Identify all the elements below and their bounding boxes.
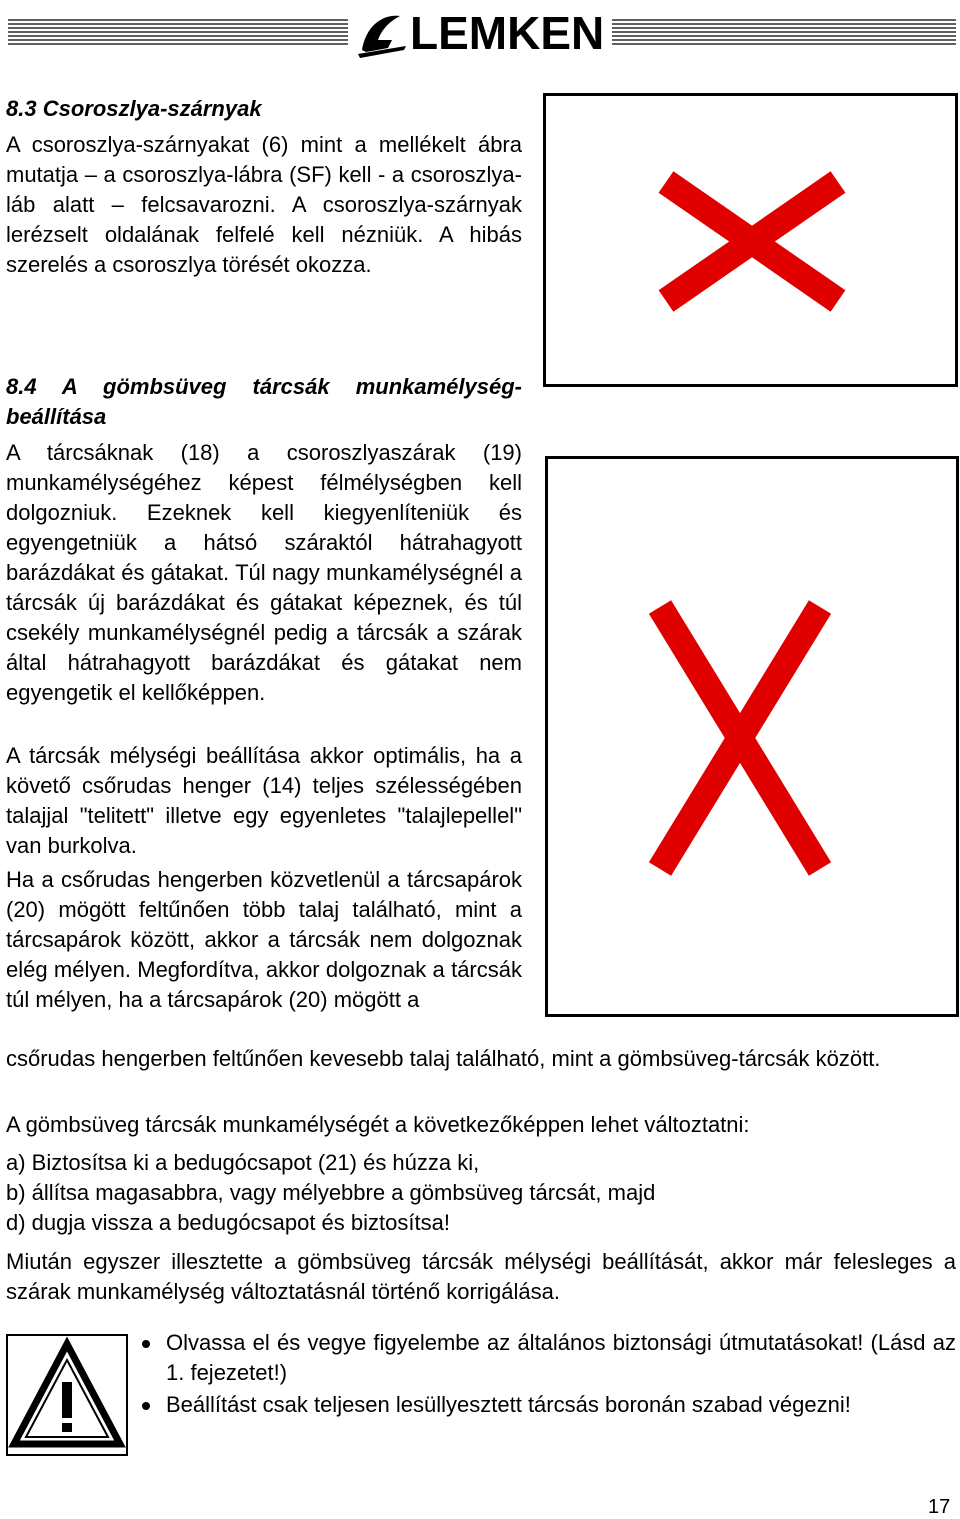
- warning-box: [6, 1334, 128, 1456]
- section-8-4-para3: Ha a csőrudas hengerben közvetlenül a tárcsapárok (20) mögött feltűnően több talaj található, mint a tárcsapárok között, akkor a tárcsák nem dolgoznak elég mélyen. Megfordítva, akkor dolgoznak a tárcsák túl mélyen, ha a tárcsapárok (20) mögött a: [6, 867, 522, 1012]
- section-8-4-heading: 8.4 A gömbsüveg tárcsák munkamélység-beállítása: [6, 374, 522, 429]
- red-cross-icon: [546, 96, 955, 384]
- header-rule-left: [8, 14, 348, 52]
- step-a: a) Biztosítsa ki a bedugócsapot (21) és húzza ki,: [6, 1150, 480, 1175]
- section-8-4-para4: Miután egyszer illesztette a gömbsüveg tárcsák mélységi beállítását, akkor már felesleges a szárak munkamélység változtatásnál történő korrigálása.: [6, 1249, 956, 1304]
- bullet-icon: [142, 1340, 150, 1348]
- figure-placeholder-1: [543, 93, 958, 387]
- section-8-4-para3-continued: csőrudas hengerben feltűnően kevesebb talaj található, mint a gömbsüveg-tárcsák között.: [6, 1046, 881, 1071]
- section-8-4-para1: A tárcsáknak (18) a csoroszlyaszárak (19) munkamélységéhez képest félmélységben kell dolgozniuk. Ezeknek kell kiegyenlíteniük és egyengetniük a hátsó száraktól hátrahagyott barázdákat és gátakat. Túl nagy munkamélységnél a tárcsák új barázdákat és gátakat képeznek, és túl csekély munkamélységnél pedig a tárcsák a szárak által hátrahagyott barázdákat és gátakat nem egyengetik el kellőképpen.: [6, 440, 522, 705]
- lemken-logo: [352, 6, 608, 62]
- warning-item-text: Olvassa el és vegye figyelembe az általános biztonsági útmutatásokat! (Lásd az 1. fejezetet!): [166, 1330, 956, 1385]
- section-8-4-para2: A tárcsák mélységi beállítása akkor optimális, ha a követő csőrudas henger (14) teljes szélességében talajjal "telitett" illetve egy egyenletes "talajlepellel" van burkolva.: [6, 743, 522, 858]
- warning-item: [138, 1390, 956, 1420]
- lemken-emblem-icon: [352, 6, 412, 62]
- red-cross-icon: [548, 459, 956, 1014]
- warning-triangle-icon: [8, 1336, 126, 1454]
- logo-text: LEMKEN: [410, 7, 605, 59]
- steps-intro: A gömbsüveg tárcsák munkamélységét a következőképpen lehet változtatni:: [6, 1112, 750, 1137]
- bullet-icon: [142, 1402, 150, 1410]
- warning-list: [138, 1328, 956, 1422]
- figure-placeholder-2: [545, 456, 959, 1017]
- header-rule-right: [612, 14, 956, 52]
- warning-item: [138, 1328, 956, 1388]
- section-8-3-body: A csoroszlya-szárnyakat (6) mint a mellékelt ábra mutatja – a csoroszlya-lábra (SF) kell - a csoroszlya-láb alatt – felcsavarozni. A csoroszlya-szárnyak lerézselt oldalának felfelé kell nézniük. A hibás szerelés a csoroszlya törését okozza.: [6, 132, 522, 277]
- step-b: b) állítsa magasabbra, vagy mélyebbre a gömbsüveg tárcsát, majd: [6, 1180, 656, 1205]
- warning-item-text: Beállítást csak teljesen lesüllyesztett tárcsás boronán szabad végezni!: [166, 1392, 851, 1417]
- section-8-3-heading: 8.3 Csoroszlya-szárnyak: [6, 96, 262, 121]
- step-d: d) dugja vissza a bedugócsapot és biztosítsa!: [6, 1210, 450, 1235]
- page-number: 17: [928, 1496, 951, 1518]
